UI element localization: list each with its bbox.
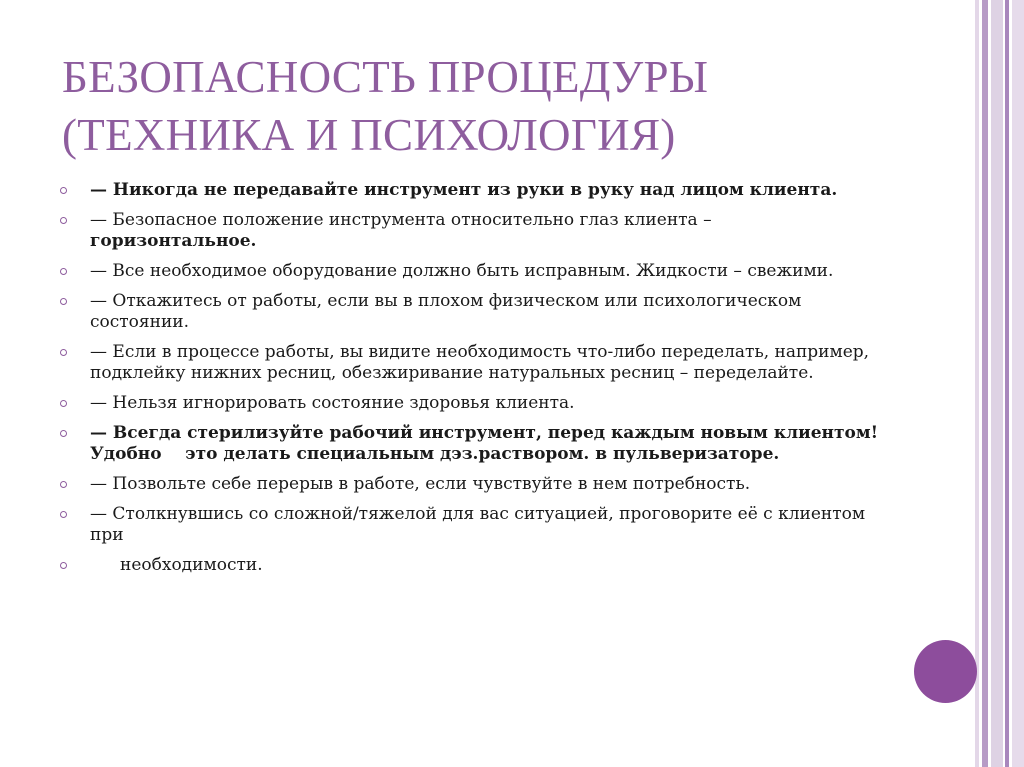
- list-item-text: — Безопасное положение инструмента относительно глаз клиента –: [90, 210, 712, 230]
- list-item: [60, 423, 884, 465]
- bullet-list: [60, 180, 902, 585]
- bullet-circle-icon: [60, 511, 67, 518]
- slide-title: [62, 48, 942, 164]
- list-item: [60, 210, 880, 252]
- decorative-stripe: [975, 0, 979, 767]
- list-item-text: — Откажитесь от работы, если вы в плохом физическом или психологическом состоянии.: [90, 291, 802, 332]
- decorative-stripe: [1012, 0, 1024, 767]
- bullet-circle-icon: [60, 187, 67, 194]
- list-item: [60, 393, 880, 414]
- bullet-circle-icon: [60, 217, 67, 224]
- list-item: [60, 180, 880, 201]
- list-item-text: — Если в процессе работы, вы видите необходимость что-либо переделать, например, подклейку нижних ресниц, обезжиривание натуральных ресниц – переделайте.: [90, 342, 902, 383]
- bullet-circle-icon: [60, 400, 67, 407]
- list-item-text: — Столкнувшись со сложной/тяжелой для вас ситуацией, проговорите её с клиентом при: [90, 504, 866, 545]
- slide-title-line-2: (ТЕХНИКА И ПСИХОЛОГИЯ): [62, 110, 676, 160]
- decorative-stripe: [982, 0, 988, 767]
- bullet-circle-icon: [60, 349, 67, 356]
- bullet-circle-icon: [60, 268, 67, 275]
- list-item-text-bold: горизонтальное.: [90, 231, 257, 251]
- list-item-text: — Нельзя игнорировать состояние здоровья клиента.: [90, 393, 575, 413]
- list-item-text: — Позвольте себе перерыв в работе, если чувствуйте в нем потребность.: [90, 474, 751, 494]
- decorative-circle: [914, 640, 977, 703]
- list-item-text: — Никогда не передавайте инструмент из руки в руку над лицом клиента.: [90, 180, 838, 200]
- list-item: [60, 261, 880, 282]
- decorative-stripe: [1005, 0, 1009, 767]
- list-item-text: — Все необходимое оборудование должно быть исправным. Жидкости – свежими.: [90, 261, 834, 281]
- bullet-circle-icon: [60, 430, 67, 437]
- list-item-text: — Всегда стерилизуйте рабочий инструмент, перед каждым новым клиентом! Удобно это делать специальным дэз.раствором. в пульверизаторе.: [90, 423, 884, 464]
- list-item: [60, 504, 880, 546]
- decorative-stripe: [991, 0, 1003, 767]
- bullet-circle-icon: [60, 481, 67, 488]
- list-item-text: необходимости.: [120, 555, 263, 575]
- bullet-circle-icon: [60, 298, 67, 305]
- list-item: [60, 555, 880, 576]
- bullet-circle-icon: [60, 562, 67, 569]
- list-item: [60, 291, 880, 333]
- list-item: [60, 342, 902, 384]
- slide-title-line-1: БЕЗОПАСНОСТЬ ПРОЦЕДУРЫ: [62, 52, 709, 102]
- list-item: [60, 474, 880, 495]
